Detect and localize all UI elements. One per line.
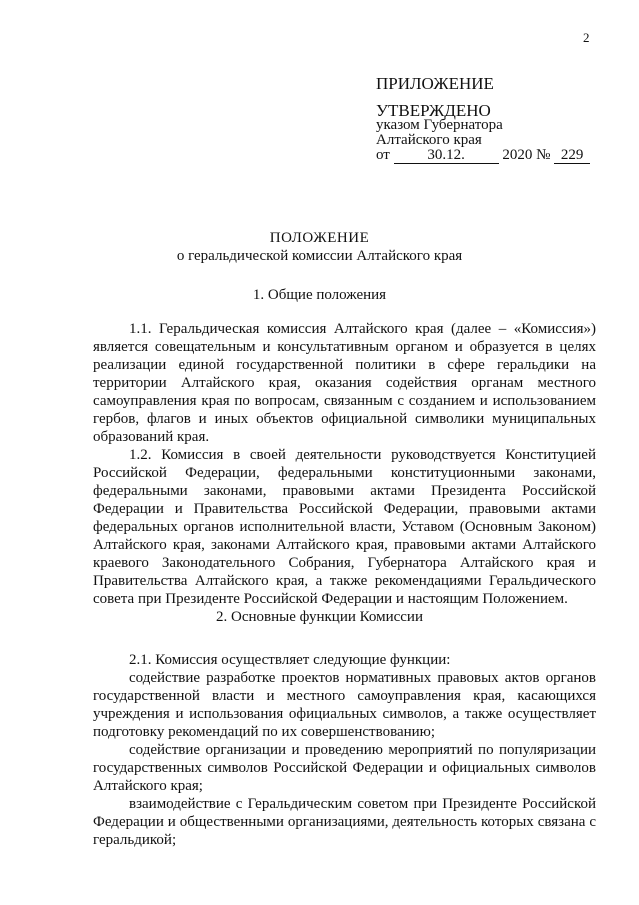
appendix-title: ПРИЛОЖЕНИЕ [376, 74, 494, 93]
approved-by-line: указом Губернатора [376, 117, 503, 133]
paragraph: содействие разработке проектов нормативных правовых актов органов государственной власти и местного самоуправления края, касающихся учреждения и использования официальных символов, а также осуществляет подготовку рекомендаций по их совершенствованию; [93, 670, 596, 740]
appendix-block [376, 76, 616, 164]
paragraph: содействие организации и проведению мероприятий по популяризации государственных символов Российской Федерации и официальных символов Алтайского края; [93, 742, 596, 794]
paragraph: 1.2. Комиссия в своей деятельности руководствуется Конституцией Российской Федерации, федеральными конституционными законами, федеральными законами, правовыми актами Президента Российской Федерации и Правительства Российской Федерации, правовыми актами федеральных органов исполнительной власти, Уставом (Основным Законом) Алтайского края, законами Алтайского края, правовыми актами Алтайского краевого Законодательного Собрания, Губернатора Алтайского края и Правительства Алтайского края, а также рекомендациями Геральдического совета при Президенте Российской Федерации и настоящим Положением. [93, 447, 596, 607]
approved-label: УТВЕРЖДЕНО [376, 101, 491, 120]
page-number: 2 [583, 30, 590, 45]
section-heading: 1. Общие положения [252, 287, 387, 303]
document-subtitle: о геральдической комиссии Алтайского края [176, 248, 463, 264]
decree-year: 2020 № [502, 147, 551, 163]
paragraph: 1.1. Геральдическая комиссия Алтайского края (далее – «Комиссия») является совещательным и консультативным органом и образуется в целях реализации единой государственной политики в сфере геральдики на территории Алтайского края, оказания содействия органам местного самоуправления края по вопросам, связанным с созданием и использованием гербов, флагов и иных объектов официальной символики муниципальных образований края. [93, 321, 596, 445]
document-title: ПОЛОЖЕНИЕ [269, 230, 370, 246]
approved-by-region: Алтайского края [376, 132, 482, 148]
section-body [93, 320, 596, 608]
section-heading: 2. Основные функции Комиссии [216, 609, 423, 625]
decree-date: 30.12. [394, 148, 499, 164]
paragraph: взаимодействие с Геральдическим советом при Президенте Российской Федерации и общественными организациями, деятельность которых связана с геральдикой; [93, 796, 596, 848]
from-label: от [376, 147, 390, 163]
section-body [93, 651, 596, 849]
decree-date-line [376, 148, 616, 164]
paragraph: 2.1. Комиссия осуществляет следующие функции: [129, 652, 451, 668]
decree-number: 229 [554, 148, 590, 164]
